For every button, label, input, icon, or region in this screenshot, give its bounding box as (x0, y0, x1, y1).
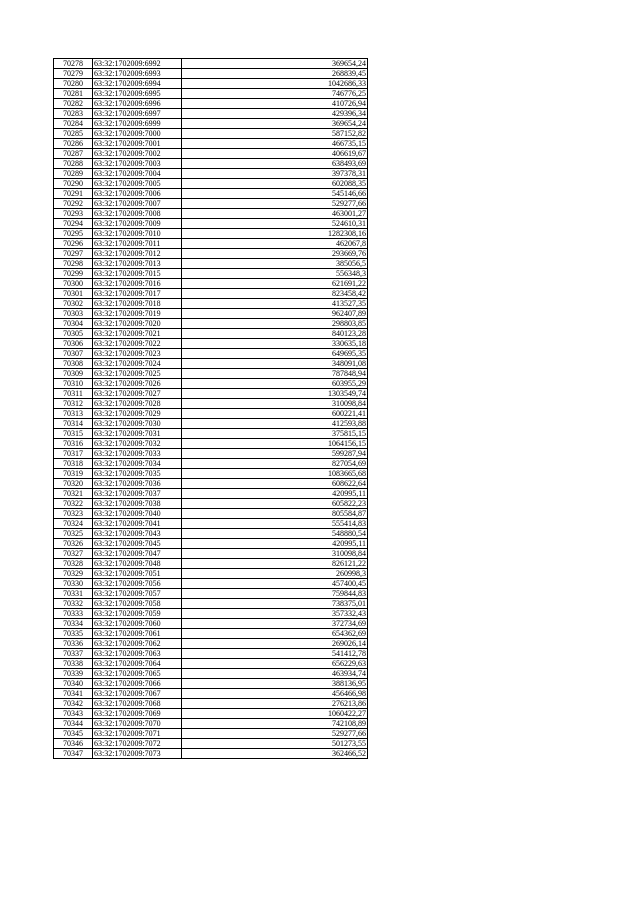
cadastral-number-cell: 63:32:1702009:7005 (93, 179, 182, 189)
row-number-cell: 70279 (54, 69, 93, 79)
table-row (54, 679, 368, 689)
table-row (54, 719, 368, 729)
table-row (54, 119, 368, 129)
table-row (54, 109, 368, 119)
table-row (54, 269, 368, 279)
cadastral-value-cell: 298803,85 (182, 319, 368, 329)
cadastral-value-cell: 410726,94 (182, 99, 368, 109)
table-row (54, 419, 368, 429)
row-number-cell: 70325 (54, 529, 93, 539)
cadastral-number-cell: 63:32:1702009:7018 (93, 299, 182, 309)
cadastral-value-cell: 269026,14 (182, 639, 368, 649)
row-number-cell: 70335 (54, 629, 93, 639)
row-number-cell: 70330 (54, 579, 93, 589)
cadastral-value-cell: 268839,45 (182, 69, 368, 79)
cadastral-value-cell: 463934,74 (182, 669, 368, 679)
table-row (54, 369, 368, 379)
row-number-cell: 70308 (54, 359, 93, 369)
cadastral-number-cell: 63:32:1702009:7072 (93, 739, 182, 749)
cadastral-value-cell: 759844,83 (182, 589, 368, 599)
table-row (54, 709, 368, 719)
cadastral-value-cell: 276213,86 (182, 699, 368, 709)
row-number-cell: 70293 (54, 209, 93, 219)
cadastral-value-cell: 310098,84 (182, 399, 368, 409)
cadastral-value-cell: 823458,42 (182, 289, 368, 299)
cadastral-number-cell: 63:32:1702009:7031 (93, 429, 182, 439)
table-row (54, 289, 368, 299)
cadastral-number-cell: 63:32:1702009:7067 (93, 689, 182, 699)
table-row (54, 599, 368, 609)
table-row (54, 519, 368, 529)
cadastral-number-cell: 63:32:1702009:7022 (93, 339, 182, 349)
row-number-cell: 70286 (54, 139, 93, 149)
cadastral-value-cell: 638493,69 (182, 159, 368, 169)
table-row (54, 539, 368, 549)
cadastral-number-cell: 63:32:1702009:7063 (93, 649, 182, 659)
cadastral-value-cell: 587152,82 (182, 129, 368, 139)
row-number-cell: 70287 (54, 149, 93, 159)
cadastral-value-cell: 621691,22 (182, 279, 368, 289)
row-number-cell: 70319 (54, 469, 93, 479)
cadastral-value-cell: 388136,95 (182, 679, 368, 689)
cadastral-number-cell: 63:32:1702009:7002 (93, 149, 182, 159)
row-number-cell: 70347 (54, 749, 93, 759)
row-number-cell: 70331 (54, 589, 93, 599)
table-row (54, 389, 368, 399)
table-row (54, 589, 368, 599)
table-row (54, 259, 368, 269)
table-row (54, 609, 368, 619)
cadastral-value-cell: 787848,94 (182, 369, 368, 379)
cadastral-value-cell: 466735,15 (182, 139, 368, 149)
cadastral-number-cell: 63:32:1702009:6996 (93, 99, 182, 109)
cadastral-number-cell: 63:32:1702009:7045 (93, 539, 182, 549)
cadastral-value-cell: 656229,63 (182, 659, 368, 669)
table-row (54, 659, 368, 669)
cadastral-value-cell: 541412,78 (182, 649, 368, 659)
cadastral-value-cell: 545146,66 (182, 189, 368, 199)
row-number-cell: 70295 (54, 229, 93, 239)
table-row (54, 169, 368, 179)
cadastral-value-cell: 654362,69 (182, 629, 368, 639)
cadastral-value-cell: 600221,41 (182, 409, 368, 419)
cadastral-value-cell: 746776,25 (182, 89, 368, 99)
table-row (54, 149, 368, 159)
cadastral-value-cell: 556348,3 (182, 269, 368, 279)
row-number-cell: 70301 (54, 289, 93, 299)
cadastral-number-cell: 63:32:1702009:7020 (93, 319, 182, 329)
row-number-cell: 70320 (54, 479, 93, 489)
cadastral-value-cell: 1282308,16 (182, 229, 368, 239)
table-row (54, 309, 368, 319)
cadastral-number-cell: 63:32:1702009:7026 (93, 379, 182, 389)
cadastral-number-cell: 63:32:1702009:7061 (93, 629, 182, 639)
cadastral-value-cell: 413527,35 (182, 299, 368, 309)
table-row (54, 219, 368, 229)
row-number-cell: 70288 (54, 159, 93, 169)
table-row (54, 469, 368, 479)
cadastral-number-cell: 63:32:1702009:7073 (93, 749, 182, 759)
cadastral-number-cell: 63:32:1702009:7007 (93, 199, 182, 209)
cadastral-value-table (53, 58, 368, 759)
row-number-cell: 70302 (54, 299, 93, 309)
table-row (54, 179, 368, 189)
table-row (54, 689, 368, 699)
cadastral-number-cell: 63:32:1702009:6999 (93, 119, 182, 129)
cadastral-value-cell: 548880,54 (182, 529, 368, 539)
cadastral-number-cell: 63:32:1702009:7051 (93, 569, 182, 579)
cadastral-number-cell: 63:32:1702009:7034 (93, 459, 182, 469)
cadastral-number-cell: 63:32:1702009:7029 (93, 409, 182, 419)
cadastral-number-cell: 63:32:1702009:7040 (93, 509, 182, 519)
cadastral-value-cell: 608622,64 (182, 479, 368, 489)
row-number-cell: 70284 (54, 119, 93, 129)
cadastral-value-cell: 412593,88 (182, 419, 368, 429)
row-number-cell: 70326 (54, 539, 93, 549)
row-number-cell: 70318 (54, 459, 93, 469)
table-row (54, 229, 368, 239)
table-row (54, 619, 368, 629)
cadastral-value-cell: 649695,35 (182, 349, 368, 359)
cadastral-value-cell: 429396,34 (182, 109, 368, 119)
row-number-cell: 70340 (54, 679, 93, 689)
cadastral-value-cell: 1060422,27 (182, 709, 368, 719)
table-row (54, 279, 368, 289)
cadastral-value-cell: 463001,27 (182, 209, 368, 219)
row-number-cell: 70282 (54, 99, 93, 109)
row-number-cell: 70285 (54, 129, 93, 139)
row-number-cell: 70321 (54, 489, 93, 499)
cadastral-number-cell: 63:32:1702009:7012 (93, 249, 182, 259)
cadastral-value-cell: 462067,8 (182, 239, 368, 249)
cadastral-number-cell: 63:32:1702009:7015 (93, 269, 182, 279)
cadastral-number-cell: 63:32:1702009:6995 (93, 89, 182, 99)
table-row (54, 739, 368, 749)
row-number-cell: 70290 (54, 179, 93, 189)
cadastral-value-cell: 375815,15 (182, 429, 368, 439)
table-row (54, 729, 368, 739)
row-number-cell: 70306 (54, 339, 93, 349)
cadastral-value-cell: 357332,43 (182, 609, 368, 619)
row-number-cell: 70328 (54, 559, 93, 569)
cadastral-number-cell: 63:32:1702009:7064 (93, 659, 182, 669)
cadastral-number-cell: 63:32:1702009:7059 (93, 609, 182, 619)
cadastral-number-cell: 63:32:1702009:7013 (93, 259, 182, 269)
cadastral-number-cell: 63:32:1702009:7056 (93, 579, 182, 589)
row-number-cell: 70314 (54, 419, 93, 429)
row-number-cell: 70344 (54, 719, 93, 729)
table-row (54, 499, 368, 509)
cadastral-value-cell: 1083665,68 (182, 469, 368, 479)
cadastral-number-cell: 63:32:1702009:7028 (93, 399, 182, 409)
cadastral-value-cell: 738375,01 (182, 599, 368, 609)
cadastral-value-cell: 456466,98 (182, 689, 368, 699)
row-number-cell: 70299 (54, 269, 93, 279)
cadastral-value-cell: 599287,94 (182, 449, 368, 459)
cadastral-number-cell: 63:32:1702009:7069 (93, 709, 182, 719)
cadastral-number-cell: 63:32:1702009:6992 (93, 59, 182, 69)
cadastral-number-cell: 63:32:1702009:6997 (93, 109, 182, 119)
cadastral-number-cell: 63:32:1702009:7058 (93, 599, 182, 609)
table-row (54, 439, 368, 449)
cadastral-number-cell: 63:32:1702009:6994 (93, 79, 182, 89)
row-number-cell: 70345 (54, 729, 93, 739)
table-row (54, 379, 368, 389)
row-number-cell: 70309 (54, 369, 93, 379)
cadastral-value-cell: 602088,35 (182, 179, 368, 189)
row-number-cell: 70346 (54, 739, 93, 749)
cadastral-value-cell: 330635,18 (182, 339, 368, 349)
table-row (54, 99, 368, 109)
cadastral-number-cell: 63:32:1702009:7010 (93, 229, 182, 239)
cadastral-number-cell: 63:32:1702009:7038 (93, 499, 182, 509)
cadastral-value-cell: 805584,87 (182, 509, 368, 519)
row-number-cell: 70329 (54, 569, 93, 579)
row-number-cell: 70317 (54, 449, 93, 459)
table-row (54, 429, 368, 439)
table-row (54, 159, 368, 169)
table-row (54, 529, 368, 539)
row-number-cell: 70343 (54, 709, 93, 719)
cadastral-value-cell: 1042686,33 (182, 79, 368, 89)
cadastral-value-cell: 397378,31 (182, 169, 368, 179)
table-row (54, 699, 368, 709)
cadastral-value-cell: 555414,83 (182, 519, 368, 529)
table-body (54, 59, 368, 759)
cadastral-number-cell: 63:32:1702009:7033 (93, 449, 182, 459)
table-row (54, 189, 368, 199)
cadastral-number-cell: 63:32:1702009:7057 (93, 589, 182, 599)
row-number-cell: 70322 (54, 499, 93, 509)
table-row (54, 399, 368, 409)
cadastral-value-cell: 524610,31 (182, 219, 368, 229)
table-row (54, 409, 368, 419)
table-row (54, 139, 368, 149)
cadastral-number-cell: 63:32:1702009:7062 (93, 639, 182, 649)
cadastral-number-cell: 63:32:1702009:7065 (93, 669, 182, 679)
table-row (54, 299, 368, 309)
cadastral-number-cell: 63:32:1702009:7024 (93, 359, 182, 369)
cadastral-value-cell: 310098,84 (182, 549, 368, 559)
row-number-cell: 70291 (54, 189, 93, 199)
cadastral-value-cell: 348091,08 (182, 359, 368, 369)
cadastral-value-cell: 827054,69 (182, 459, 368, 469)
cadastral-value-cell: 603955,29 (182, 379, 368, 389)
table-row (54, 129, 368, 139)
cadastral-number-cell: 63:32:1702009:7011 (93, 239, 182, 249)
row-number-cell: 70342 (54, 699, 93, 709)
cadastral-number-cell: 63:32:1702009:7017 (93, 289, 182, 299)
cadastral-value-cell: 369654,24 (182, 59, 368, 69)
table-row (54, 629, 368, 639)
cadastral-value-cell: 962407,89 (182, 309, 368, 319)
row-number-cell: 70304 (54, 319, 93, 329)
row-number-cell: 70292 (54, 199, 93, 209)
cadastral-value-cell: 362466,52 (182, 749, 368, 759)
row-number-cell: 70336 (54, 639, 93, 649)
row-number-cell: 70338 (54, 659, 93, 669)
table-row (54, 349, 368, 359)
table-row (54, 669, 368, 679)
row-number-cell: 70283 (54, 109, 93, 119)
cadastral-number-cell: 63:32:1702009:7030 (93, 419, 182, 429)
cadastral-number-cell: 63:32:1702009:7068 (93, 699, 182, 709)
table-row (54, 569, 368, 579)
table-row (54, 449, 368, 459)
cadastral-number-cell: 63:32:1702009:7009 (93, 219, 182, 229)
table-row (54, 69, 368, 79)
cadastral-value-cell: 742108,89 (182, 719, 368, 729)
cadastral-number-cell: 63:32:1702009:7027 (93, 389, 182, 399)
cadastral-value-cell: 1303549,74 (182, 389, 368, 399)
row-number-cell: 70334 (54, 619, 93, 629)
cadastral-number-cell: 63:32:1702009:7000 (93, 129, 182, 139)
cadastral-number-cell: 63:32:1702009:7035 (93, 469, 182, 479)
cadastral-number-cell: 63:32:1702009:7043 (93, 529, 182, 539)
cadastral-number-cell: 63:32:1702009:7060 (93, 619, 182, 629)
row-number-cell: 70300 (54, 279, 93, 289)
cadastral-number-cell: 63:32:1702009:7003 (93, 159, 182, 169)
row-number-cell: 70294 (54, 219, 93, 229)
table-row (54, 339, 368, 349)
row-number-cell: 70281 (54, 89, 93, 99)
table-row (54, 639, 368, 649)
table-row (54, 199, 368, 209)
cadastral-number-cell: 63:32:1702009:7016 (93, 279, 182, 289)
cadastral-value-cell: 372734,69 (182, 619, 368, 629)
cadastral-value-cell: 406619,67 (182, 149, 368, 159)
row-number-cell: 70296 (54, 239, 93, 249)
table-row (54, 649, 368, 659)
cadastral-number-cell: 63:32:1702009:7006 (93, 189, 182, 199)
row-number-cell: 70289 (54, 169, 93, 179)
table-row (54, 59, 368, 69)
cadastral-number-cell: 63:32:1702009:7023 (93, 349, 182, 359)
row-number-cell: 70312 (54, 399, 93, 409)
cadastral-number-cell: 63:32:1702009:7008 (93, 209, 182, 219)
table-row (54, 559, 368, 569)
row-number-cell: 70310 (54, 379, 93, 389)
row-number-cell: 70316 (54, 439, 93, 449)
row-number-cell: 70341 (54, 689, 93, 699)
table-row (54, 549, 368, 559)
cadastral-number-cell: 63:32:1702009:7071 (93, 729, 182, 739)
cadastral-number-cell: 63:32:1702009:7041 (93, 519, 182, 529)
row-number-cell: 70313 (54, 409, 93, 419)
cadastral-number-cell: 63:32:1702009:7004 (93, 169, 182, 179)
table-row (54, 459, 368, 469)
row-number-cell: 70305 (54, 329, 93, 339)
row-number-cell: 70323 (54, 509, 93, 519)
table-row (54, 489, 368, 499)
table-row (54, 79, 368, 89)
cadastral-number-cell: 63:32:1702009:7021 (93, 329, 182, 339)
cadastral-number-cell: 63:32:1702009:7047 (93, 549, 182, 559)
cadastral-value-cell: 529277,66 (182, 729, 368, 739)
cadastral-number-cell: 63:32:1702009:7019 (93, 309, 182, 319)
cadastral-number-cell: 63:32:1702009:7036 (93, 479, 182, 489)
row-number-cell: 70303 (54, 309, 93, 319)
table-row (54, 319, 368, 329)
cadastral-value-cell: 529277,66 (182, 199, 368, 209)
table-row (54, 89, 368, 99)
cadastral-number-cell: 63:32:1702009:7025 (93, 369, 182, 379)
row-number-cell: 70315 (54, 429, 93, 439)
cadastral-value-cell: 457400,45 (182, 579, 368, 589)
cadastral-value-cell: 369654,24 (182, 119, 368, 129)
row-number-cell: 70332 (54, 599, 93, 609)
cadastral-value-cell: 260998,3 (182, 569, 368, 579)
cadastral-number-cell: 63:32:1702009:7001 (93, 139, 182, 149)
row-number-cell: 70311 (54, 389, 93, 399)
cadastral-number-cell: 63:32:1702009:7048 (93, 559, 182, 569)
table-row (54, 579, 368, 589)
row-number-cell: 70297 (54, 249, 93, 259)
cadastral-value-cell: 385056,5 (182, 259, 368, 269)
table-row (54, 329, 368, 339)
cadastral-value-cell: 420995,11 (182, 489, 368, 499)
row-number-cell: 70337 (54, 649, 93, 659)
cadastral-value-cell: 1064156,15 (182, 439, 368, 449)
row-number-cell: 70298 (54, 259, 93, 269)
cadastral-number-cell: 63:32:1702009:7032 (93, 439, 182, 449)
row-number-cell: 70324 (54, 519, 93, 529)
table-row (54, 249, 368, 259)
table-row (54, 749, 368, 759)
cadastral-value-cell: 293669,76 (182, 249, 368, 259)
table-row (54, 239, 368, 249)
table-row (54, 479, 368, 489)
row-number-cell: 70327 (54, 549, 93, 559)
cadastral-value-cell: 420995,11 (182, 539, 368, 549)
row-number-cell: 70278 (54, 59, 93, 69)
row-number-cell: 70280 (54, 79, 93, 89)
cadastral-value-cell: 605822,23 (182, 499, 368, 509)
row-number-cell: 70333 (54, 609, 93, 619)
cadastral-value-cell: 840123,28 (182, 329, 368, 339)
cadastral-value-cell: 501273,55 (182, 739, 368, 749)
cadastral-number-cell: 63:32:1702009:7037 (93, 489, 182, 499)
cadastral-number-cell: 63:32:1702009:7066 (93, 679, 182, 689)
cadastral-value-cell: 826121,22 (182, 559, 368, 569)
table-row (54, 509, 368, 519)
row-number-cell: 70307 (54, 349, 93, 359)
cadastral-number-cell: 63:32:1702009:6993 (93, 69, 182, 79)
row-number-cell: 70339 (54, 669, 93, 679)
cadastral-number-cell: 63:32:1702009:7070 (93, 719, 182, 729)
table-row (54, 209, 368, 219)
table-row (54, 359, 368, 369)
